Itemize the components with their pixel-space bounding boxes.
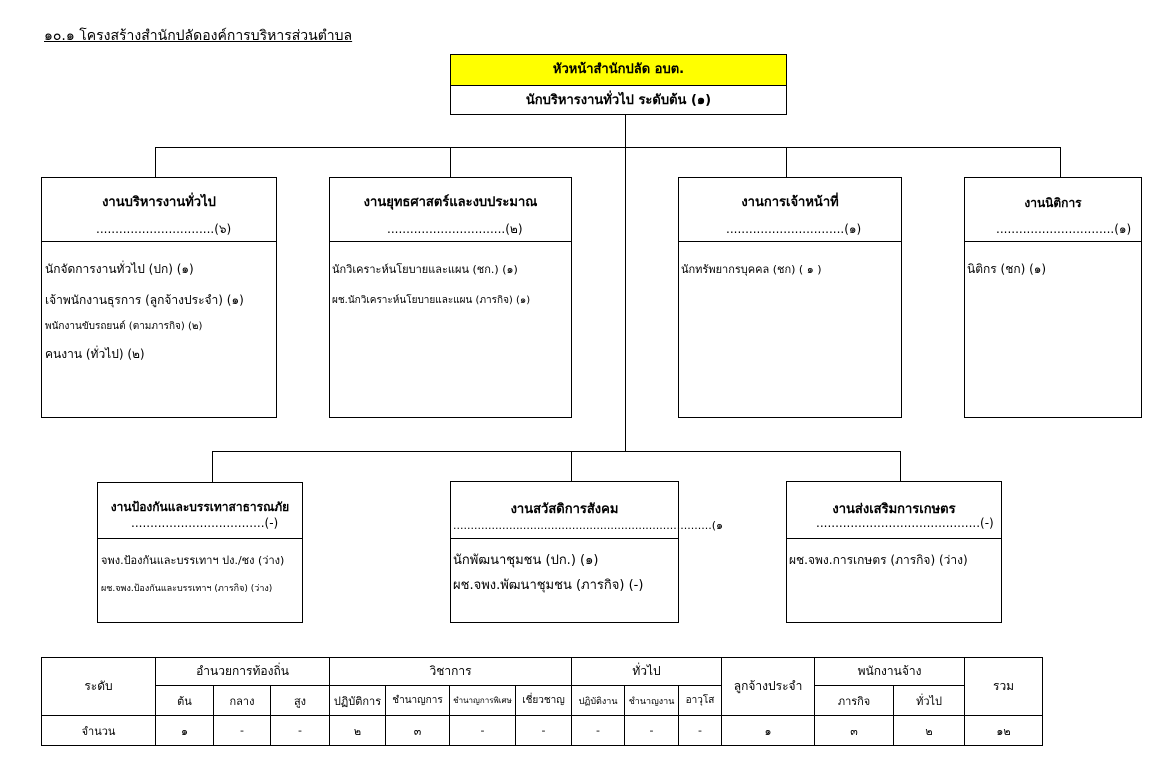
position-item: ผช.นักวิเคราะห์นโยบายและแผน (ภารกิจ) (๑) xyxy=(332,295,531,306)
count-cell: ๑ xyxy=(156,716,214,746)
sub-header: ชำนาญการ xyxy=(386,686,450,716)
position-item: นักจัดการงานทั่วไป (ปก) (๑) xyxy=(45,262,194,276)
count-cell: - xyxy=(516,716,572,746)
sub-header: ปฏิบัติงาน xyxy=(572,686,625,716)
position-item: นักทรัพยากรบุคคล (ชก) ( ๑ ) xyxy=(681,263,822,276)
unit-legal xyxy=(964,177,1142,418)
position-item: นักพัฒนาชุมชน (ปก.) (๑) xyxy=(453,553,599,568)
head-box xyxy=(450,54,787,115)
page-title: ๑๐.๑ โครงสร้างสำนักปลัดองค์การบริหารส่วนตำบล xyxy=(44,28,353,44)
count-cell: - xyxy=(450,716,516,746)
position-item: ผช.จพง.พัฒนาชุมชน (ภารกิจ) (-) xyxy=(453,578,644,593)
group-permanent: ลูกจ้างประจำ xyxy=(722,658,815,716)
group-local-admin: อำนวยการท้องถิ่น xyxy=(156,658,330,686)
position-item: คนงาน (ทั่วไป) (๒) xyxy=(45,347,145,361)
count-cell: ๒ xyxy=(894,716,965,746)
sub-header: ชำนาญงาน xyxy=(625,686,679,716)
level-header: ระดับ xyxy=(42,658,156,716)
count-cell: - xyxy=(679,716,722,746)
unit-name: งานยุทธศาสตร์และงบประมาณ xyxy=(363,195,538,210)
unit-agriculture xyxy=(786,481,1002,623)
head-title: หัวหน้าสำนักปลัด อบต. xyxy=(451,55,786,86)
count-cell: ๑ xyxy=(722,716,815,746)
position-item: นักวิเคราะห์นโยบายและแผน (ชก.) (๑) xyxy=(332,263,518,276)
sub-header: ต้น xyxy=(156,686,214,716)
unit-personnel xyxy=(678,177,902,418)
sub-header: กลาง xyxy=(214,686,271,716)
sub-header: อาวุโส xyxy=(679,686,722,716)
unit-count: ...........................................(-) xyxy=(816,516,994,530)
count-cell: - xyxy=(214,716,271,746)
unit-count: ...............................(๖) xyxy=(96,222,232,236)
sub-header: ชำนาญการพิเศษ xyxy=(450,686,516,716)
count-cell: ๒ xyxy=(330,716,386,746)
unit-name: งานส่งเสริมการเกษตร xyxy=(832,502,956,517)
count-cell: - xyxy=(271,716,330,746)
unit-name: งานบริหารงานทั่วไป xyxy=(102,195,216,210)
group-academic: วิชาการ xyxy=(330,658,572,686)
summary-table xyxy=(41,657,1043,746)
count-cell: ๓ xyxy=(815,716,894,746)
unit-general-admin xyxy=(41,177,277,418)
position-item: เจ้าพนักงานธุรการ (ลูกจ้างประจำ) (๑) xyxy=(45,293,244,307)
group-general: ทั่วไป xyxy=(572,658,722,686)
unit-disaster-prevention xyxy=(97,482,303,623)
count-label: จำนวน xyxy=(42,716,156,746)
count-cell: - xyxy=(572,716,625,746)
sub-header: เชี่ยวชาญ xyxy=(516,686,572,716)
sub-header: ภารกิจ xyxy=(815,686,894,716)
sub-header: ปฏิบัติการ xyxy=(330,686,386,716)
unit-name: งานป้องกันและบรรเทาสาธารณภัย xyxy=(110,500,290,514)
position-item: นิติกร (ชก) (๑) xyxy=(967,262,1047,276)
count-cell: - xyxy=(625,716,679,746)
position-item: พนักงานขับรถยนต์ (ตามภารกิจ) (๒) xyxy=(45,321,203,332)
unit-name: งานนิติการ xyxy=(1024,196,1082,210)
sub-header: ทั่วไป xyxy=(894,686,965,716)
unit-name: งานการเจ้าหน้าที่ xyxy=(741,195,839,210)
unit-social-welfare xyxy=(450,481,724,623)
position-item: ผช.จพง.การเกษตร (ภารกิจ) (ว่าง) xyxy=(789,553,968,567)
group-total: รวม xyxy=(965,658,1043,716)
sub-header: สูง xyxy=(271,686,330,716)
group-contract: พนักงานจ้าง xyxy=(815,658,965,686)
head-position: นักบริหารงานทั่วไป ระดับต้น (๑) xyxy=(525,93,712,108)
unit-count: ...................................(-) xyxy=(131,516,279,530)
unit-strategy-budget xyxy=(329,177,572,418)
unit-name: งานสวัสดิการสังคม xyxy=(510,502,619,517)
count-cell: ๑๒ xyxy=(965,716,1043,746)
unit-count: ...............................(๒) xyxy=(387,222,523,236)
unit-count: ...............................(๑) xyxy=(996,222,1132,236)
unit-count: ..........................................................................(๑ xyxy=(453,519,724,532)
count-cell: ๓ xyxy=(386,716,450,746)
unit-count: ...............................(๑) xyxy=(726,222,862,236)
position-item: ผช.จพง.ป้องกันและบรรเทาฯ (ภารกิจ) (ว่าง) xyxy=(101,584,273,594)
position-item: จพง.ป้องกันและบรรเทาฯ ปง./ชง (ว่าง) xyxy=(101,554,285,567)
